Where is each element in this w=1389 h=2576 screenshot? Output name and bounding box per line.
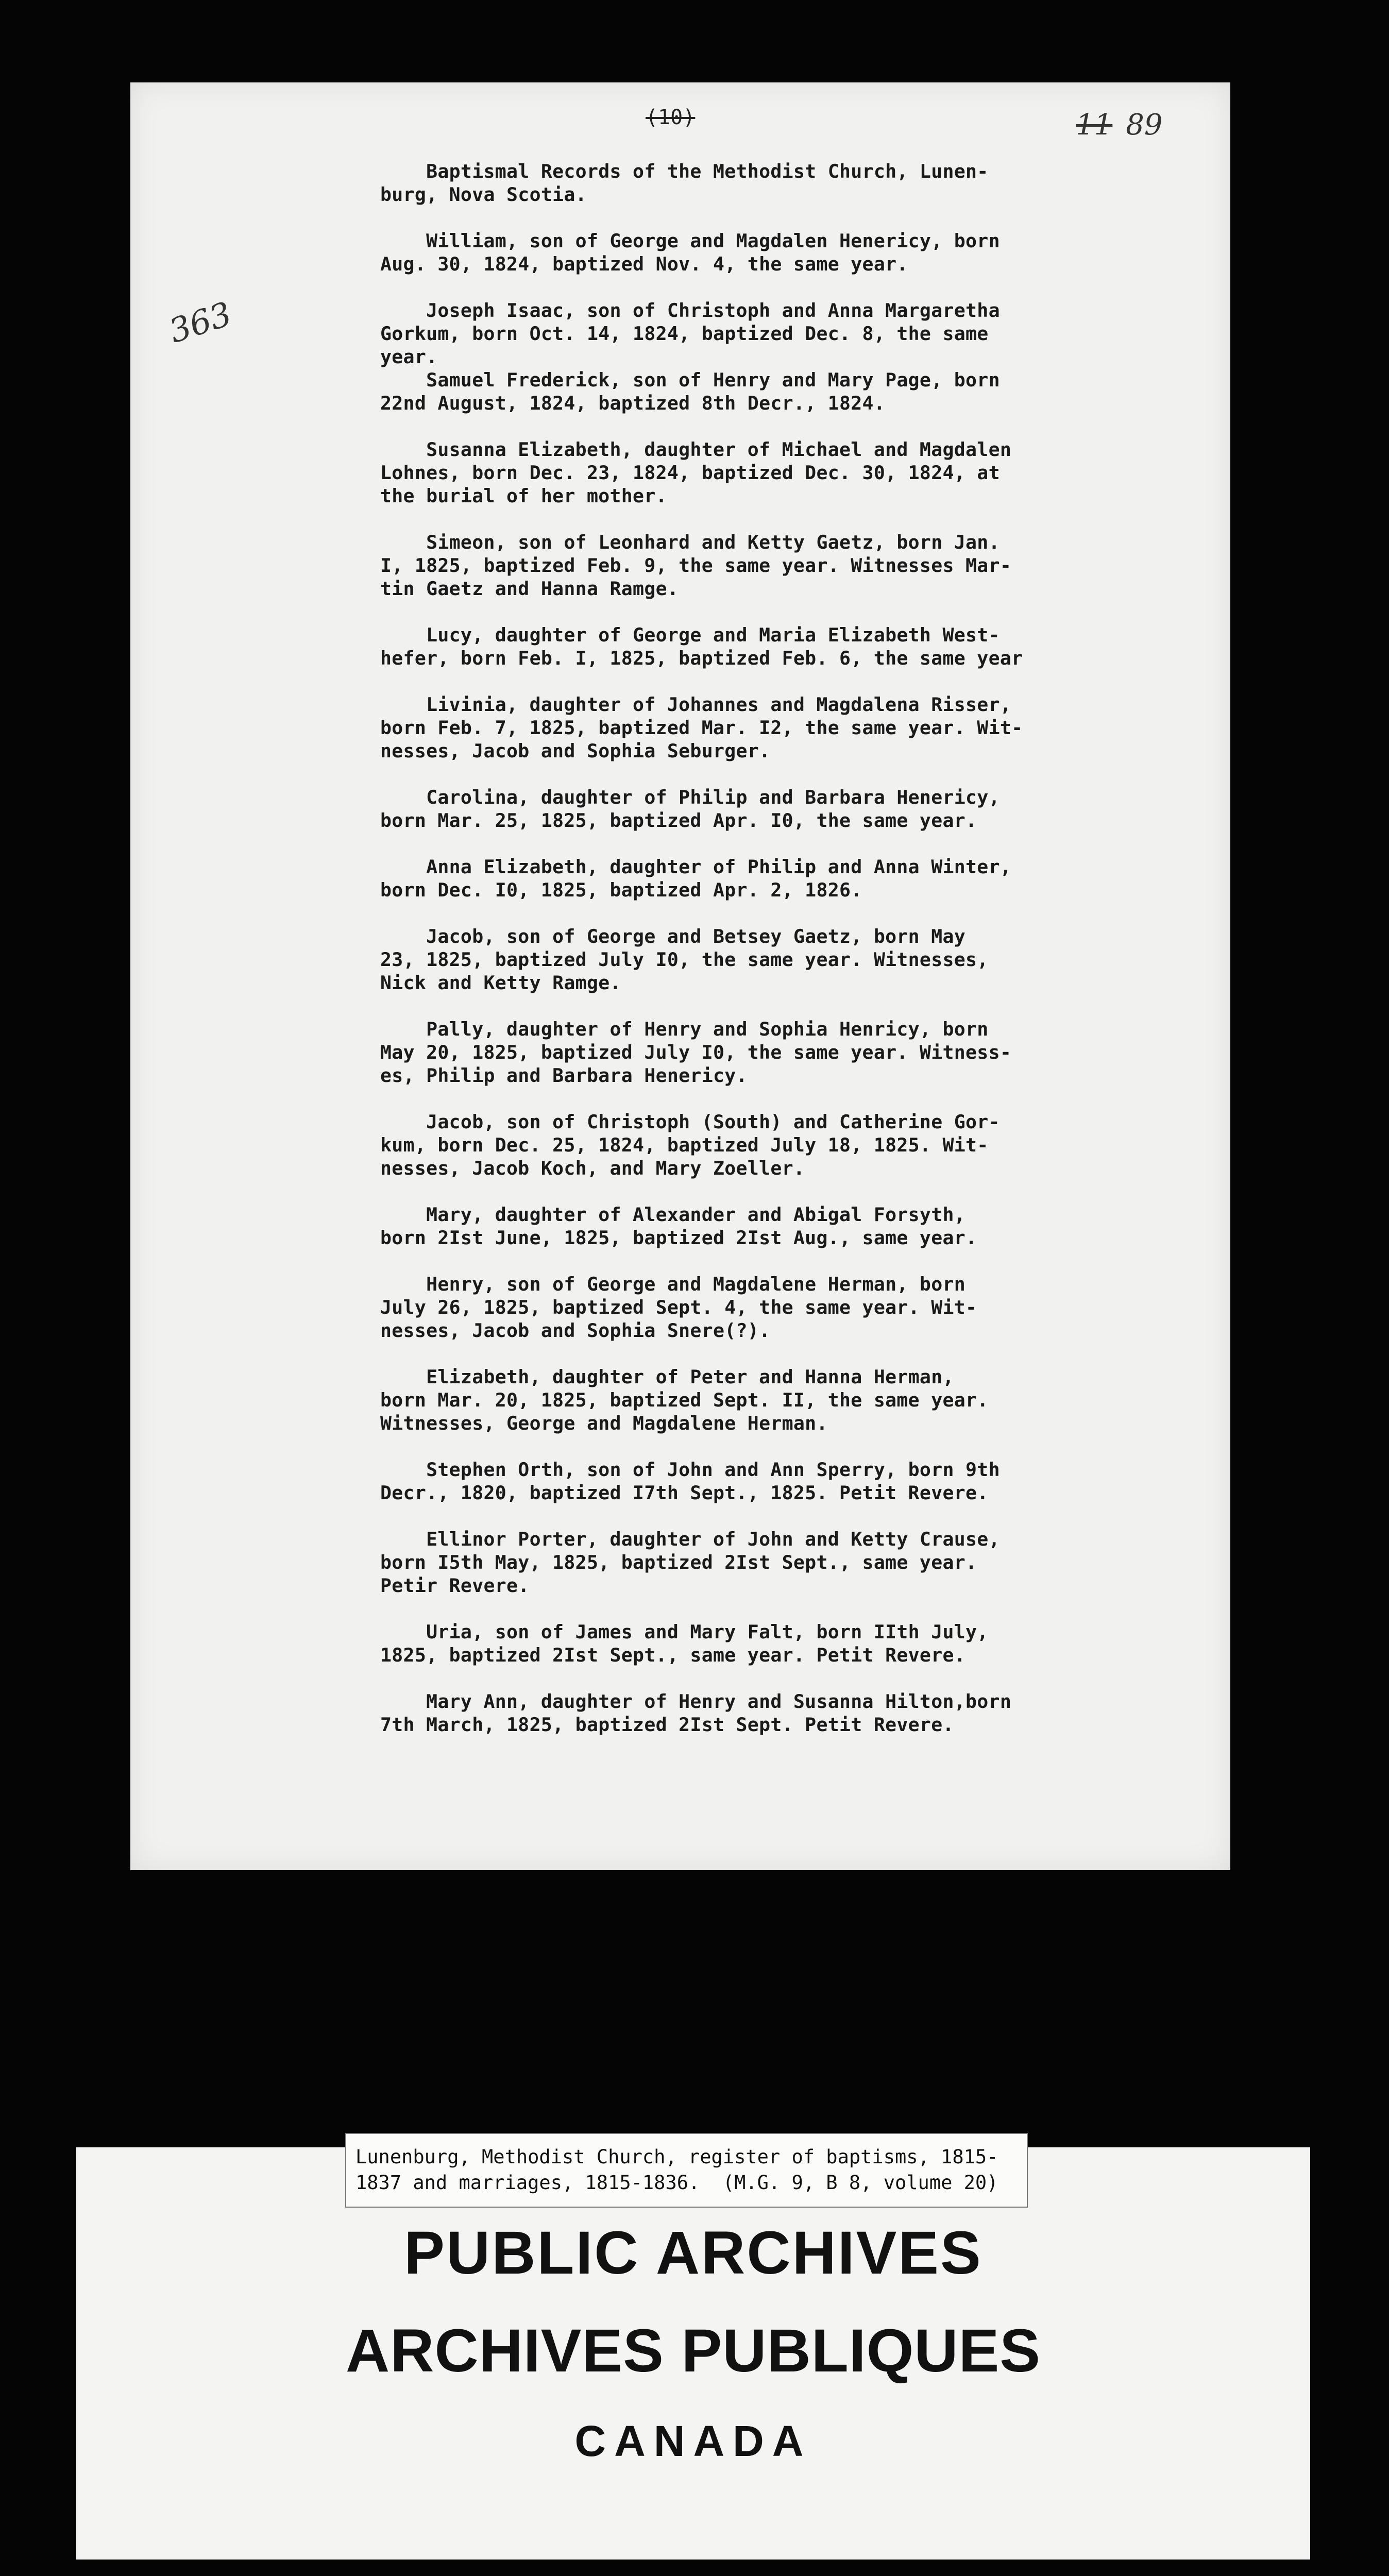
- record-line: Susanna Elizabeth, daughter of Michael and Magdalen: [380, 438, 1012, 461]
- record-line: born 2Ist June, 1825, baptized 2Ist Aug., same year.: [380, 1227, 977, 1249]
- record-line: Mary Ann, daughter of Henry and Susanna Hilton,born: [380, 1690, 1012, 1713]
- record-line: Uria, son of James and Mary Falt, born IIth July,: [380, 1621, 989, 1643]
- record-line: 1825, baptized 2Ist Sept., same year. Petit Revere.: [380, 1644, 966, 1666]
- record-spacer: [380, 670, 1194, 693]
- archives-title-french: ARCHIVES PUBLIQUES: [346, 2317, 1041, 2385]
- record-spacer: [380, 902, 1194, 925]
- record-line: 23, 1825, baptized July I0, the same year. Witnesses,: [380, 948, 989, 971]
- record-line: kum, born Dec. 25, 1824, baptized July 18, 1825. Wit-: [380, 1134, 989, 1156]
- record-line: William, son of George and Magdalen Henericy, born: [380, 230, 1000, 252]
- collection-label-line-2: 1837 and marriages, 1815-1836. (M.G. 9, B 8, volume 20): [355, 2172, 998, 2194]
- record-spacer: [380, 1435, 1194, 1458]
- record-line: Joseph Isaac, son of Christoph and Anna Margaretha: [380, 299, 1000, 321]
- record-line: Lucy, daughter of George and Maria Elizabeth West-: [380, 624, 1000, 646]
- record-line: May 20, 1825, baptized July I0, the same year. Witness-: [380, 1041, 1012, 1063]
- record-line: 22nd August, 1824, baptized 8th Decr., 1824.: [380, 392, 886, 414]
- record-spacer: [380, 1667, 1194, 1690]
- page-number-struck: 11: [1076, 108, 1113, 142]
- record-line: Lohnes, born Dec. 23, 1824, baptized Dec. 30, 1824, at: [380, 462, 1000, 484]
- record-line: Aug. 30, 1824, baptized Nov. 4, the same year.: [380, 253, 908, 275]
- record-spacer: [380, 276, 1194, 299]
- collection-label-line-1: Lunenburg, Methodist Church, register of baptisms, 1815-: [355, 2146, 998, 2168]
- record-line: Elizabeth, daughter of Peter and Hanna Herman,: [380, 1366, 954, 1388]
- record-line: Witnesses, George and Magdalene Herman.: [380, 1412, 828, 1434]
- page-number-current: 89: [1126, 108, 1163, 142]
- document-page: [130, 82, 1230, 1870]
- record-line: born I5th May, 1825, baptized 2Ist Sept., same year.: [380, 1551, 977, 1573]
- record-line: Jacob, son of George and Betsey Gaetz, born May: [380, 925, 966, 947]
- record-line: Carolina, daughter of Philip and Barbara Henericy,: [380, 786, 1000, 808]
- record-spacer: [380, 832, 1194, 855]
- record-line: Stephen Orth, son of John and Ann Sperry, born 9th: [380, 1459, 1000, 1481]
- record-spacer: [380, 206, 1194, 229]
- record-line: born Feb. 7, 1825, baptized Mar. I2, the same year. Wit-: [380, 717, 1023, 739]
- record-spacer: [380, 994, 1194, 1018]
- record-line: Nick and Ketty Ramge.: [380, 972, 621, 994]
- record-spacer: [380, 1597, 1194, 1620]
- record-line: 7th March, 1825, baptized 2Ist Sept. Petit Revere.: [380, 1714, 954, 1736]
- record-line: born Dec. I0, 1825, baptized Apr. 2, 1826.: [380, 879, 862, 901]
- record-line: Gorkum, born Oct. 14, 1824, baptized Dec. 8, the same: [380, 323, 989, 345]
- record-line: es, Philip and Barbara Henericy.: [380, 1064, 748, 1087]
- record-line: Ellinor Porter, daughter of John and Ketty Crause,: [380, 1528, 1000, 1550]
- record-spacer: [380, 1504, 1194, 1528]
- record-line: tin Gaetz and Hanna Ramge.: [380, 578, 679, 600]
- record-line: nesses, Jacob and Sophia Snere(?).: [380, 1319, 771, 1342]
- archives-title-english: PUBLIC ARCHIVES: [404, 2219, 983, 2287]
- collection-label: [345, 2133, 1028, 2208]
- record-spacer: [380, 600, 1194, 623]
- margin-note: 363: [164, 295, 236, 351]
- record-line: Jacob, son of Christoph (South) and Catherine Gor-: [380, 1111, 1000, 1133]
- record-spacer: [380, 415, 1194, 438]
- record-line: Decr., 1820, baptized I7th Sept., 1825. Petit Revere.: [380, 1482, 989, 1504]
- record-line: July 26, 1825, baptized Sept. 4, the same year. Wit-: [380, 1296, 977, 1318]
- record-line: Simeon, son of Leonhard and Ketty Gaetz, born Jan.: [380, 531, 1000, 553]
- record-line: burg, Nova Scotia.: [380, 183, 587, 206]
- record-line: Petir Revere.: [380, 1574, 530, 1597]
- record-line: Anna Elizabeth, daughter of Philip and Anna Winter,: [380, 856, 1012, 878]
- record-line: Samuel Frederick, son of Henry and Mary Page, born: [380, 369, 1000, 391]
- record-line: Mary, daughter of Alexander and Abigal Forsyth,: [380, 1204, 966, 1226]
- record-line: Pally, daughter of Henry and Sophia Henricy, born: [380, 1018, 989, 1040]
- record-spacer: [380, 1180, 1194, 1203]
- record-line: nesses, Jacob Koch, and Mary Zoeller.: [380, 1157, 805, 1179]
- record-line: I, 1825, baptized Feb. 9, the same year. Witnesses Mar-: [380, 554, 1012, 577]
- record-line: hefer, born Feb. I, 1825, baptized Feb. 6, the same year: [380, 647, 1023, 669]
- record-spacer: [380, 1342, 1194, 1365]
- archives-country: CANADA: [574, 2417, 812, 2465]
- record-line: Henry, son of George and Magdalene Herman, born: [380, 1273, 966, 1295]
- page-number-top: (10): [646, 106, 696, 129]
- record-spacer: [380, 1087, 1194, 1110]
- record-line: nesses, Jacob and Sophia Seburger.: [380, 740, 771, 762]
- record-line: Livinia, daughter of Johannes and Magdalena Risser,: [380, 693, 1012, 716]
- record-line: the burial of her mother.: [380, 485, 667, 507]
- record-line: Baptismal Records of the Methodist Church, Lunen-: [380, 160, 989, 182]
- baptismal-records-text: [380, 160, 1194, 1736]
- record-line: year.: [380, 346, 438, 368]
- page-number-handwritten: [1076, 108, 1163, 142]
- record-spacer: [380, 762, 1194, 786]
- record-line: born Mar. 25, 1825, baptized Apr. I0, the same year.: [380, 809, 977, 832]
- record-spacer: [380, 507, 1194, 531]
- record-line: born Mar. 20, 1825, baptized Sept. II, the same year.: [380, 1389, 989, 1411]
- record-spacer: [380, 1249, 1194, 1273]
